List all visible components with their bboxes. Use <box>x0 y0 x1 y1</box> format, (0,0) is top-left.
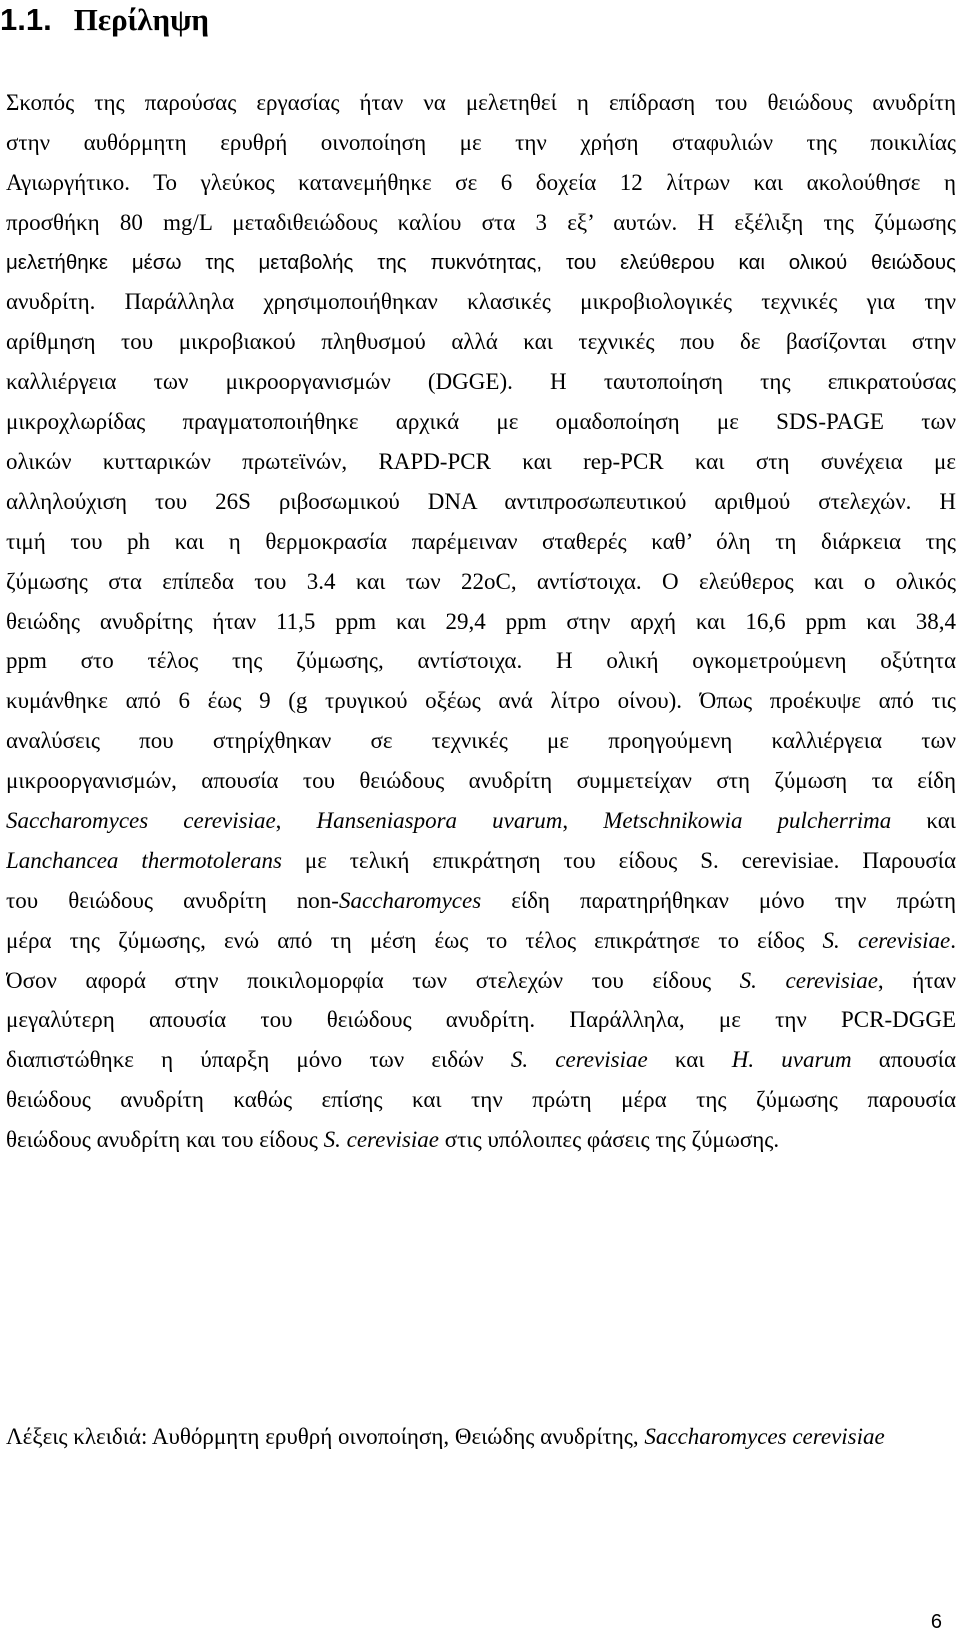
text-run: , ήταν <box>877 967 956 993</box>
species-name: Metschnikowia pulcherrima <box>603 808 892 834</box>
text-run: μεγαλύτερη απουσία του θειώδους ανυδρίτη. Παράλληλα, με την PCR-DGGE <box>6 1007 956 1033</box>
abstract-line <box>6 442 956 482</box>
species-name: S. cerevisiae <box>323 1127 440 1153</box>
text-run: θειώδους ανυδρίτη και του είδους <box>6 1127 324 1153</box>
abstract-line <box>6 522 956 562</box>
abstract-line <box>6 602 956 642</box>
text-run: μικροοργανισμών, απουσία του θειώδους ανυδρίτη συμμετείχαν στη ζύμωση τα είδη <box>6 768 956 794</box>
text-run: . <box>950 927 956 953</box>
text-run: ανυδρίτη. Παράλληλα χρησιμοποιήθηκαν κλασικές μικροβιολογικές τεχνικές για την <box>6 289 956 315</box>
abstract-line <box>6 801 956 841</box>
text-run: του θειώδους ανυδρίτη non- <box>6 887 339 913</box>
abstract-line <box>6 123 956 163</box>
keywords-label: Λέξεις κλειδιά: <box>6 1424 148 1449</box>
text-run: μελετήθηκε μέσω της μεταβολής της πυκνότητας, του ελεύθερου και ολικού θειώδους <box>6 250 956 274</box>
abstract-line <box>6 841 956 881</box>
text-run: ppm στο τέλος της ζύμωσης, αντίστοιχα. Η ολική ογκομετρούμενη οξύτητα <box>6 648 956 674</box>
text-run: τιμή του ph και η θερμοκρασία παρέμειναν σταθερές καθ’ όλη τη διάρκεια της <box>6 528 956 554</box>
abstract-line <box>6 243 956 283</box>
abstract-line <box>6 881 956 921</box>
abstract-line <box>6 761 956 801</box>
species-name: Saccharomyces <box>338 887 482 913</box>
text-run: προσθήκη 80 mg/L μεταδιθειώδους καλίου στα 3 εξ’ αυτών. Η εξέλιξη της ζύμωσης <box>6 209 956 235</box>
abstract-line <box>6 721 956 761</box>
text-run: αλληλούχιση του 26S ριβοσωμικού DNA αντιπροσωπευτικού αριθμού στελεχών. Η <box>6 488 956 514</box>
abstract-line <box>6 1040 956 1080</box>
section-heading <box>0 0 209 40</box>
text-run: με τελική επικράτηση του είδους S. cerevisiae. Παρουσία <box>281 847 956 873</box>
abstract-line <box>6 961 956 1001</box>
text-run: κυμάνθηκε από 6 έως 9 (g τρυγικού οξέως ανά λίτρο οίνου). Όπως προέκυψε από τις <box>6 688 956 714</box>
abstract-line <box>6 203 956 243</box>
species-name: Saccharomyces cerevisiae <box>6 808 276 834</box>
section-number: 1.1. <box>0 2 52 37</box>
keywords <box>6 1417 946 1457</box>
abstract-line <box>6 1000 956 1040</box>
text-run: είδη παρατηρήθηκαν μόνο την πρώτη <box>481 887 956 913</box>
abstract-line <box>6 402 956 442</box>
species-name: Hanseniaspora uvarum <box>316 808 563 834</box>
section-title: Περίληψη <box>73 2 210 37</box>
text-run: , <box>275 808 317 834</box>
species-name: Lanchancea thermotolerans <box>6 847 282 873</box>
abstract-line <box>6 322 956 362</box>
text-run: μέρα της ζύμωσης, ενώ από τη μέση έως το τέλος επικράτησε το είδος <box>6 927 823 953</box>
text-run: Σκοπός της παρούσας εργασίας ήταν να μελετηθεί η επίδραση του θειώδους ανυδρίτη <box>6 90 956 115</box>
abstract-line <box>6 641 956 681</box>
species-name: H. uvarum <box>731 1047 852 1073</box>
keywords-species: Saccharomyces cerevisiae <box>644 1424 885 1449</box>
abstract-line-last <box>6 1120 956 1160</box>
abstract-line <box>6 282 956 322</box>
text-run: αναλύσεις που στηρίχθηκαν σε τεχνικές με προηγούμενη καλλιέργεια των <box>6 728 956 754</box>
text-run: Αγιωργήτικο. Το γλεύκος κατανεμήθηκε σε 6 δοχεία 12 λίτρων και ακολούθησε η <box>6 169 956 195</box>
text-run: μικροχλωρίδας πραγματοποιήθηκε αρχικά με ομαδοποίηση με SDS-PAGE των <box>6 409 956 435</box>
text-run: αρίθμηση του μικροβιακού πληθυσμού αλλά και τεχνικές που δε βασίζονται στην <box>6 329 956 355</box>
page-number: 6 <box>930 1611 942 1633</box>
abstract-line <box>6 681 956 721</box>
text-run: ολικών κυτταρικών πρωτεϊνών, RAPD-PCR και rep-PCR και στη συνέχεια με <box>6 449 956 475</box>
species-name: S. cerevisiae <box>510 1047 648 1073</box>
abstract-line <box>6 1080 956 1120</box>
text-run: θειώδης ανυδρίτης ήταν 11,5 ppm και 29,4 ppm στην αρχή και 16,6 ppm και 38,4 <box>6 608 956 634</box>
text-run: καλλιέργεια των μικροοργανισμών (DGGE). Η ταυτοποίηση της επικρατούσας <box>6 369 956 395</box>
species-name: S. cerevisiae <box>739 967 878 993</box>
abstract-line <box>6 83 956 123</box>
abstract-line <box>6 362 956 402</box>
text-run: στην αυθόρμητη ερυθρή οινοποίηση με την χρήση σταφυλιών της ποικιλίας <box>6 129 956 155</box>
abstract-paragraph <box>6 83 956 1160</box>
abstract-line <box>6 562 956 602</box>
text-run: απουσία <box>851 1047 956 1073</box>
text-run: ζύμωσης στα επίπεδα του 3.4 και των 22oC, αντίστοιχα. Ο ελεύθερος και ο ολικός <box>6 568 956 594</box>
text-run: , <box>562 808 604 834</box>
text-run: και <box>647 1047 732 1073</box>
text-run: διαπιστώθηκε η ύπαρξη μόνο των ειδών <box>6 1047 511 1073</box>
text-run: θειώδους ανυδρίτη καθώς επίσης και την πρώτη μέρα της ζύμωσης παρουσία <box>6 1087 956 1113</box>
abstract-line <box>6 482 956 522</box>
text-run: και <box>891 808 956 834</box>
species-name: S. cerevisiae <box>822 927 951 953</box>
abstract-line <box>6 163 956 203</box>
abstract-line <box>6 921 956 961</box>
text-run: στις υπόλοιπες φάσεις της ζύμωσης. <box>439 1127 780 1153</box>
text-run: Όσον αφορά στην ποικιλομορφία των στελεχών του είδους <box>6 967 740 993</box>
keywords-terms: Αυθόρμητη ερυθρή οινοποίηση, Θειώδης ανυδρίτης, <box>147 1424 645 1449</box>
